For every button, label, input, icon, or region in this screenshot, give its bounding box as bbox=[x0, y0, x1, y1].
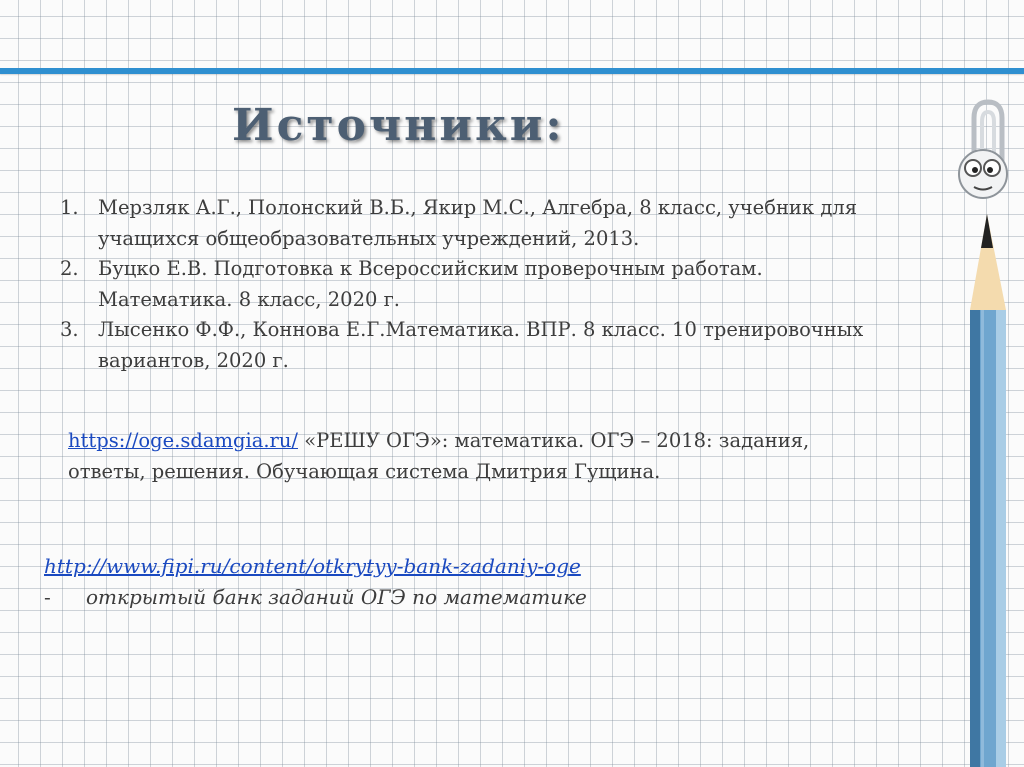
list-item-text: Лысенко Ф.Ф., Коннова Е.Г.Математика. ВПР. 8 класс. 10 тренировочных вариантов, 2020 г. bbox=[98, 318, 864, 372]
sdamgia-link[interactable]: https://oge.sdamgia.ru/ bbox=[68, 429, 298, 452]
fipi-link[interactable]: http://www.fipi.ru/content/otkrytyy-bank-zadaniy-oge bbox=[44, 554, 581, 578]
slide-title: Источники: bbox=[232, 100, 565, 151]
pencil-icon bbox=[970, 214, 1006, 767]
list-item-number: 3. bbox=[60, 318, 79, 341]
sdamgia-description-line1: «РЕШУ ОГЭ»: математика. ОГЭ – 2018: задания, bbox=[298, 429, 810, 452]
list-item bbox=[60, 254, 870, 315]
list-item-number: 2. bbox=[60, 257, 79, 280]
fipi-dash: - bbox=[44, 585, 51, 609]
list-item-text: Буцко Е.В. Подготовка к Всероссийским проверочным работам. Математика. 8 класс, 2020 г. bbox=[98, 257, 763, 311]
list-item bbox=[60, 315, 870, 376]
sources-list bbox=[60, 193, 870, 376]
sdamgia-description-line2: ответы, решения. Обучающая система Дмитрия Гущина. bbox=[68, 460, 661, 483]
web-source bbox=[68, 425, 908, 487]
pencil-decoration bbox=[940, 96, 1024, 767]
list-item-text: Мерзляк А.Г., Полонский В.Б., Якир М.С., Алгебра, 8 класс, учебник для учащихся общеобразовательных учреждений, 2013. bbox=[98, 196, 858, 250]
list-item bbox=[60, 193, 870, 254]
smiley-face-icon bbox=[959, 150, 1007, 198]
list-item-number: 1. bbox=[60, 196, 79, 219]
fipi-source bbox=[44, 551, 804, 613]
fipi-description: открытый банк заданий ОГЭ по математике bbox=[86, 585, 587, 609]
top-blue-rule bbox=[0, 68, 1024, 74]
